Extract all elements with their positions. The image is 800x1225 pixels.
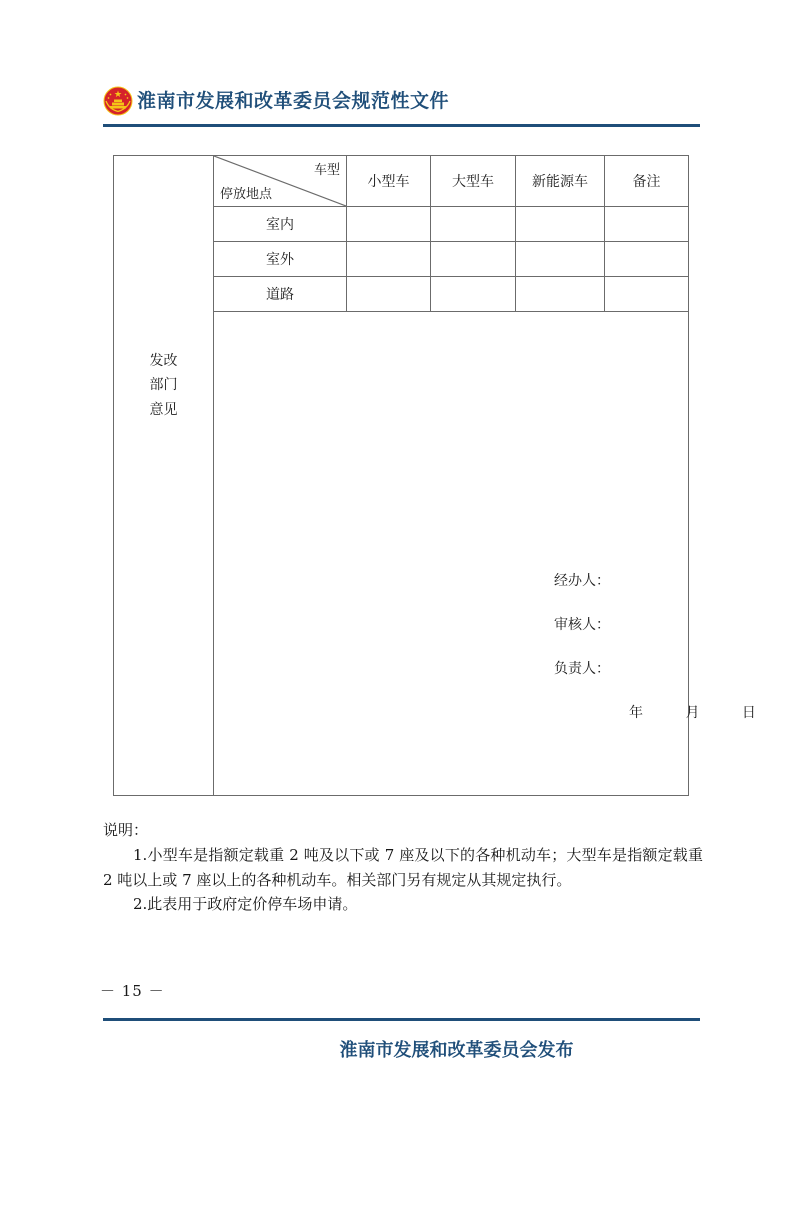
notes-item-1: 1.小型车是指额定载重 2 吨及以下或 7 座及以下的各种机动车；大型车是指额定载重 2 吨以上或 7 座以上的各种机动车。相关部门另有规定从其规定执行。 — [103, 845, 703, 889]
notes-item-2: 2.此表用于政府定价停车场申请。 — [133, 895, 358, 914]
table-body-column — [214, 156, 757, 795]
cell-outdoor-small-vehicle[interactable] — [347, 242, 431, 276]
cell-road-new-energy-vehicle[interactable] — [516, 277, 605, 311]
side-label-line-2: 部门 — [149, 377, 178, 394]
side-label-column — [114, 156, 214, 795]
cell-outdoor-new-energy-vehicle[interactable] — [516, 242, 605, 276]
date-day-label: 日 — [741, 705, 757, 721]
parking-application-table — [113, 155, 757, 796]
corner-label-parking-location: 停放地点 — [220, 187, 273, 202]
column-header-remarks: 备注 — [632, 174, 661, 190]
side-label-line-3: 意见 — [149, 401, 178, 418]
department-opinion-area[interactable] — [214, 312, 757, 795]
cell-road-large-vehicle[interactable] — [431, 277, 516, 311]
cell-indoor-remarks[interactable] — [605, 207, 688, 241]
page-number: － 15 － — [100, 982, 165, 1000]
signature-responsible-person: 负责人： — [554, 661, 610, 677]
date-month-label: 月 — [685, 705, 701, 721]
row-label-road: 道路 — [214, 277, 347, 311]
row-label-indoor: 室内 — [214, 207, 347, 241]
cell-indoor-new-energy-vehicle[interactable] — [516, 207, 605, 241]
header-divider — [103, 124, 700, 127]
column-header-large-vehicle: 大型车 — [431, 156, 516, 206]
table-header-row — [214, 156, 688, 207]
column-header-small-vehicle: 小型车 — [347, 156, 431, 206]
cell-road-remarks[interactable] — [605, 277, 688, 311]
column-header-new-energy-vehicle: 新能源车 — [516, 156, 605, 206]
department-opinion-label — [114, 156, 213, 795]
national-emblem-icon — [103, 86, 133, 116]
header-corner-cell — [214, 156, 347, 206]
corner-label-vehicle-type: 车型 — [313, 163, 340, 178]
row-label-outdoor: 室外 — [214, 242, 347, 276]
page-title: 淮南市发展和改革委员会规范性文件 — [137, 89, 450, 112]
cell-outdoor-remarks[interactable] — [605, 242, 688, 276]
cell-road-small-vehicle[interactable] — [347, 277, 431, 311]
notes-heading: 说明： — [103, 821, 149, 839]
cell-indoor-large-vehicle[interactable] — [431, 207, 516, 241]
signature-handler: 经办人： — [554, 573, 610, 589]
cell-indoor-small-vehicle[interactable] — [347, 207, 431, 241]
date-line — [629, 706, 757, 720]
table-row — [214, 207, 688, 242]
footer-divider — [103, 1018, 700, 1021]
table-row — [214, 277, 688, 312]
document-header — [103, 78, 700, 124]
signature-block — [554, 574, 757, 720]
cell-outdoor-large-vehicle[interactable] — [431, 242, 516, 276]
date-year-label: 年 — [629, 705, 644, 721]
signature-reviewer: 审核人： — [554, 617, 610, 633]
notes-section — [103, 818, 703, 917]
table-row — [214, 242, 688, 277]
footer-publisher: 淮南市发展和改革委员会发布 — [339, 1040, 574, 1061]
side-label-line-1: 发改 — [149, 352, 178, 369]
